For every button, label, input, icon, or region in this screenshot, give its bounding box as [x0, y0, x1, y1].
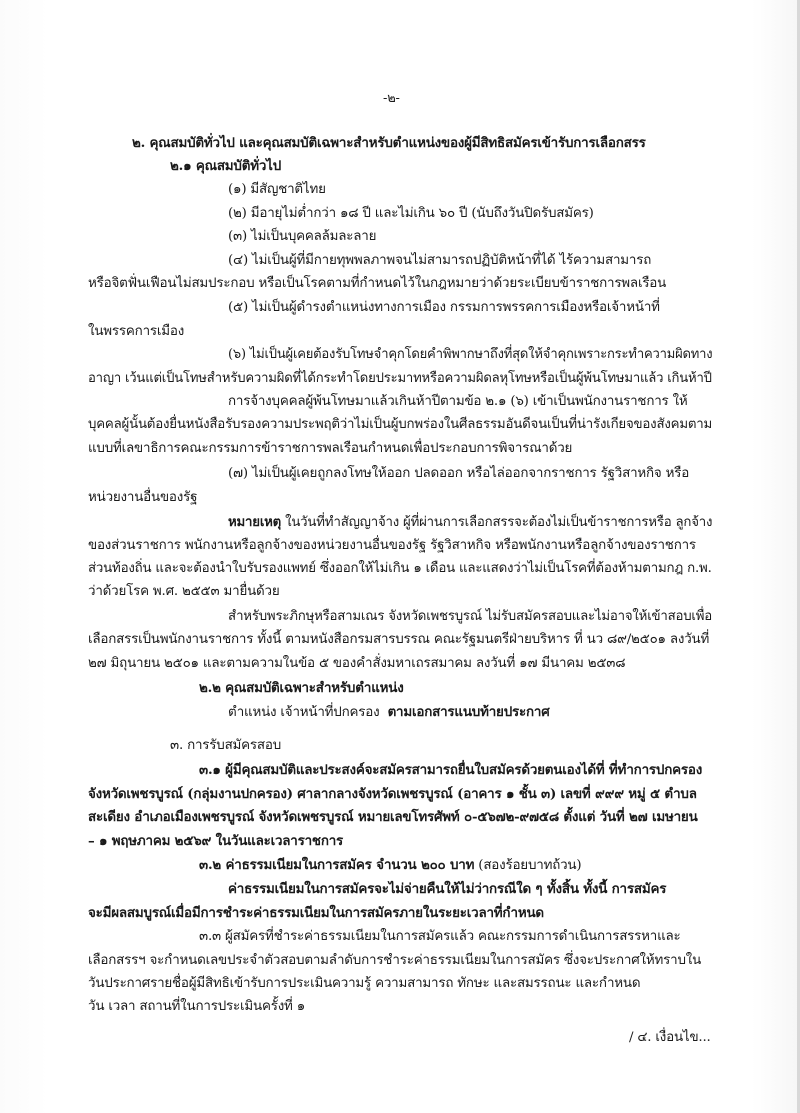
qualification-line: อาญา เว้นแต่เป็นโทษสำหรับความผิดที่ได้กระทำโดยประมาทหรือความผิดลหุโทษหรือเป็นผู้พ้นโทษมาแล้ว เกินห้าปี	[88, 371, 712, 386]
exam-number-line: เลือกสรรฯ จะกำหนดเลขประจำตัวสอบตามลำดับการชำระค่าธรรมเนียมในการสมัคร ซึ่งจะประกาศให้ทราบใน	[88, 953, 702, 968]
monk-line: สำหรับพระภิกษุหรือสามเณร จังหวัดเพชรบูรณ์ ไม่รับสมัครสอบและไม่อาจให้เข้าสอบเพื่อ	[228, 609, 713, 624]
monk-line: ๒๗ มิถุนายน ๒๕๐๑ และตามความในข้อ ๕ ของคำสั่งมหาเถรสมาคม ลงวันที่ ๑๗ มีนาคม ๒๕๓๘	[88, 656, 626, 671]
application-line: สะเดียง อำเภอเมืองเพชรบูรณ์ จังหวัดเพชรบูรณ์ หมายเลขโทรศัพท์ ๐-๕๖๗๒-๙๗๕๘ ตั้งแต่ วันที่ ๒๗ เมษายน	[88, 809, 698, 825]
fee-note-line: ค่าธรรมเนียมในการสมัครจะไม่จ่ายคืนให้ไม่ว่ากรณีใด ๆ ทั้งสิ้น ทั้งนี้ การสมัคร	[228, 881, 667, 897]
section-2-2-title: ๒.๒ คุณสมบัติเฉพาะสำหรับตำแหน่ง	[199, 680, 404, 696]
qualification-item: (๕) ไม่เป็นผู้ดำรงตำแหน่งทางการเมือง กรรมการพรรคการเมืองหรือเจ้าหน้าที่	[228, 300, 660, 315]
note-line: ส่วนท้องถิ่น และจะต้องนำใบรับรองแพทย์ ซึ่งออกให้ไม่เกิน ๑ เดือน และแสดงว่าไม่เป็นโรคที่ต้องห้ามตามกฎ ก.พ.	[88, 561, 712, 576]
position-line	[228, 703, 550, 722]
qualification-item: (๔) ไม่เป็นผู้ที่มีกายทุพพลภาพจนไม่สามารถปฏิบัติหน้าที่ได้ ไร้ความสามารถ	[228, 253, 652, 268]
fee-line	[199, 856, 581, 875]
section-3-title: ๓. การรับสมัครสอบ	[170, 738, 282, 753]
qualification-line: การจ้างบุคคลผู้พ้นโทษมาแล้วเกินห้าปีตามข้อ ๒.๑ (๖) เข้าเป็นพนักงานราชการ ให้	[228, 394, 688, 409]
qualification-line: หรือจิตฟั่นเฟือนไม่สมประกอบ หรือเป็นโรคตามที่กำหนดไว้ในกฎหมายว่าด้วยระเบียบข้าราชการพลเรือน	[88, 276, 667, 291]
qualification-item: (๒) มีอายุไม่ต่ำกว่า ๑๘ ปี และไม่เกิน ๖๐ ปี (นับถึงวันปิดรับสมัคร)	[228, 206, 594, 221]
attachment-reference: ตามเอกสารแนบท้ายประกาศ	[387, 704, 550, 720]
qualification-line: ในพรรคการเมือง	[88, 324, 185, 339]
position-text: ตำแหน่ง เจ้าหน้าที่ปกครอง	[228, 705, 380, 720]
qualification-line: แบบที่เลขาธิการคณะกรรมการข้าราชการพลเรือนกำหนดเพื่อประกอบการพิจารณาด้วย	[88, 441, 573, 456]
application-line: จังหวัดเพชรบูรณ์ (กลุ่มงานปกครอง) ศาลากลางจังหวัดเพชรบูรณ์ (อาคาร ๑ ชั้น ๓) เลขที่ ๙๙๙ หมู่ ๕ ตำบล	[88, 786, 697, 802]
note-line: ในวันที่ทำสัญญาจ้าง ผู้ที่ผ่านการเลือกสรรจะต้องไม่เป็นข้าราชการหรือ ลูกจ้าง	[285, 515, 713, 530]
fee-note-line: จะมีผลสมบูรณ์เมื่อมีการชำระค่าธรรมเนียมในการสมัครภายในระยะเวลาที่กำหนด	[88, 905, 544, 921]
exam-number-line: วัน เวลา สถานที่ในการประเมินครั้งที่ ๑	[88, 999, 306, 1014]
note-line: ว่าด้วยโรค พ.ศ. ๒๕๕๓ มายื่นด้วย	[88, 584, 280, 599]
exam-number-line: ๓.๓ ผู้สมัครที่ชำระค่าธรรมเนียมในการสมัครแล้ว คณะกรรมการดำเนินการสรรหาและ	[199, 929, 681, 944]
monk-line: เลือกสรรเป็นพนักงานราชการ ทั้งนี้ ตามหนังสือกรมสารบรรณ คณะรัฐมนตรีฝ่ายบริหาร ที่ นว ๘๙/๒๕๐๑ ลงวันที่	[88, 632, 710, 647]
page-number: -๒-	[383, 91, 400, 106]
note-line: ของส่วนราชการ พนักงานหรือลูกจ้างของหน่วยงานอื่นของรัฐ รัฐวิสาหกิจ หรือพนักงานหรือลูกจ้างของราชการ	[88, 538, 696, 553]
qualification-line: บุคคลผู้นั้นต้องยื่นหนังสือรับรองความประพฤติว่าไม่เป็นผู้บกพร่องในศีลธรรมอันดีจนเป็นที่น่ารังเกียจของสังคมตาม	[88, 417, 713, 432]
qualification-item: (๑) มีสัญชาติไทย	[228, 182, 326, 197]
fee-amount: ๓.๒ ค่าธรรมเนียมในการสมัคร จำนวน ๒๐๐ บาท	[199, 857, 475, 873]
qualification-item: (๓) ไม่เป็นบุคคลล้มละลาย	[228, 229, 377, 244]
qualification-line: หน่วยงานอื่นของรัฐ	[88, 490, 198, 505]
application-line: ๓.๑ ผู้มีคุณสมบัติและประสงค์จะสมัครสามารถยื่นใบสมัครด้วยตนเองได้ที่ ที่ทำการปกครอง	[199, 762, 703, 778]
qualification-item: (๖) ไม่เป็นผู้เคยต้องรับโทษจำคุกโดยคำพิพากษาถึงที่สุดให้จำคุกเพราะกระทำความผิดทาง	[228, 347, 713, 362]
exam-number-line: วันประกาศรายชื่อผู้มีสิทธิเข้ารับการประเมินความรู้ ความสามารถ ทักษะ และสมรรถนะ และกำหนด	[88, 976, 641, 991]
note-label: หมายเหตุ	[228, 514, 282, 530]
application-line: – ๑ พฤษภาคม ๒๕๖๙ ในวันและเวลาราชการ	[88, 833, 344, 849]
continuation-marker: / ๔. เงื่อนไข...	[629, 1030, 711, 1045]
section-2-1-title: ๒.๑ คุณสมบัติทั่วไป	[170, 158, 282, 174]
qualification-item: (๗) ไม่เป็นผู้เคยถูกลงโทษให้ออก ปลดออก หรือไล่ออกจากราชการ รัฐวิสาหกิจ หรือ	[228, 466, 690, 481]
fee-amount-words: (สองร้อยบาทถ้วน)	[478, 858, 582, 873]
section-2-title: ๒. คุณสมบัติทั่วไป และคุณสมบัติเฉพาะสำหรับตำแหน่งของผู้มีสิทธิสมัครเข้ารับการเลือกสรร	[132, 135, 646, 151]
note-paragraph	[228, 513, 712, 532]
